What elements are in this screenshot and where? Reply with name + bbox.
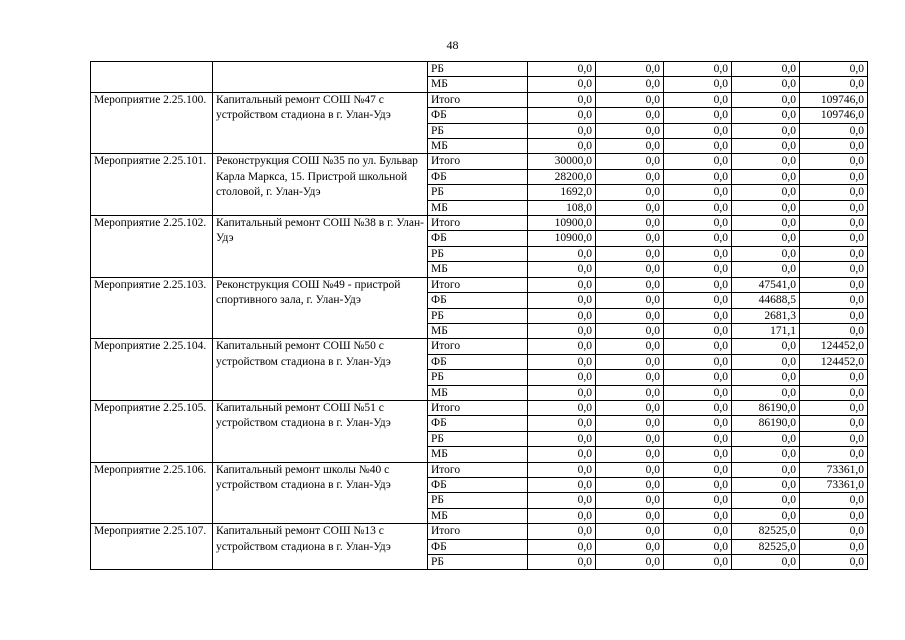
amount-cell: 0,0 [528,308,596,323]
amount-cell: 0,0 [800,246,868,261]
amount-cell: 0,0 [800,524,868,539]
amount-cell: 0,0 [732,339,800,354]
measure-code: Мероприятие 2.25.106. [91,462,213,524]
measure-description: Капитальный ремонт СОШ №51 с устройством стадиона в г. Улан-Удэ [213,400,428,462]
amount-cell: 0,0 [664,539,732,554]
amount-cell: 0,0 [800,400,868,415]
amount-cell: 0,0 [596,447,664,462]
amount-cell: 0,0 [596,477,664,492]
amount-cell: 0,0 [732,555,800,570]
amount-cell: 0,0 [528,77,596,92]
measure-description [213,62,428,93]
funding-source: МБ [428,447,528,462]
amount-cell: 0,0 [664,246,732,261]
amount-cell: 0,0 [528,108,596,123]
amount-cell: 0,0 [800,231,868,246]
amount-cell: 0,0 [664,370,732,385]
measure-code: Мероприятие 2.25.102. [91,216,213,278]
amount-cell: 0,0 [800,293,868,308]
table-row [91,154,868,169]
amount-cell: 0,0 [732,200,800,215]
amount-cell: 0,0 [528,431,596,446]
amount-cell: 0,0 [732,154,800,169]
amount-cell: 0,0 [664,200,732,215]
amount-cell: 0,0 [596,231,664,246]
amount-cell: 47541,0 [732,277,800,292]
amount-cell: 30000,0 [528,154,596,169]
amount-cell: 0,0 [664,216,732,231]
amount-cell: 0,0 [732,354,800,369]
amount-cell: 0,0 [732,508,800,523]
amount-cell: 0,0 [664,385,732,400]
amount-cell: 0,0 [800,416,868,431]
amount-cell: 0,0 [800,62,868,77]
amount-cell: 0,0 [528,246,596,261]
amount-cell: 0,0 [596,323,664,338]
amount-cell: 0,0 [664,231,732,246]
amount-cell: 0,0 [528,539,596,554]
amount-cell: 10900,0 [528,216,596,231]
amount-cell: 0,0 [528,447,596,462]
measure-code: Мероприятие 2.25.100. [91,92,213,154]
funding-source: ФБ [428,539,528,554]
amount-cell: 0,0 [528,323,596,338]
amount-cell: 0,0 [528,477,596,492]
amount-cell: 0,0 [664,77,732,92]
funding-source: ФБ [428,231,528,246]
amount-cell: 0,0 [800,308,868,323]
amount-cell: 0,0 [664,62,732,77]
amount-cell: 0,0 [664,477,732,492]
table-row [91,62,868,77]
table-row [91,462,868,477]
amount-cell: 0,0 [664,524,732,539]
amount-cell: 0,0 [596,431,664,446]
amount-cell: 0,0 [664,154,732,169]
amount-cell: 0,0 [596,462,664,477]
amount-cell: 0,0 [528,370,596,385]
amount-cell: 0,0 [528,262,596,277]
amount-cell: 0,0 [528,416,596,431]
measure-code: Мероприятие 2.25.103. [91,277,213,339]
funding-source: РБ [428,370,528,385]
amount-cell: 0,0 [596,293,664,308]
amount-cell: 0,0 [800,447,868,462]
funding-source: РБ [428,62,528,77]
funding-source: РБ [428,185,528,200]
measure-description: Капитальный ремонт СОШ №47 с устройством стадиона в г. Улан-Удэ [213,92,428,154]
amount-cell: 109746,0 [800,108,868,123]
amount-cell: 0,0 [528,555,596,570]
funding-source: Итого [428,339,528,354]
amount-cell: 0,0 [528,293,596,308]
amount-cell: 0,0 [732,77,800,92]
amount-cell: 28200,0 [528,169,596,184]
amount-cell: 0,0 [800,139,868,154]
measure-description: Капитальный ремонт СОШ №38 в г. Улан-Удэ [213,216,428,278]
funding-source: Итого [428,524,528,539]
measure-description: Капитальный ремонт СОШ №13 с устройством стадиона в г. Улан-Удэ [213,524,428,570]
funding-source: МБ [428,385,528,400]
amount-cell: 0,0 [596,416,664,431]
amount-cell: 0,0 [664,323,732,338]
amount-cell: 0,0 [596,154,664,169]
amount-cell: 0,0 [732,447,800,462]
amount-cell: 0,0 [732,385,800,400]
measure-code [91,62,213,93]
amount-cell: 0,0 [732,62,800,77]
amount-cell: 2681,3 [732,308,800,323]
amount-cell: 0,0 [664,169,732,184]
amount-cell: 0,0 [528,385,596,400]
amount-cell: 0,0 [664,108,732,123]
amount-cell: 0,0 [800,323,868,338]
amount-cell: 0,0 [596,92,664,107]
amount-cell: 73361,0 [800,462,868,477]
funding-source: ФБ [428,477,528,492]
amount-cell: 0,0 [596,200,664,215]
amount-cell: 0,0 [664,139,732,154]
amount-cell: 0,0 [664,262,732,277]
amount-cell: 0,0 [596,308,664,323]
funding-source: ФБ [428,108,528,123]
amount-cell: 0,0 [596,108,664,123]
amount-cell: 0,0 [528,139,596,154]
funding-source: РБ [428,246,528,261]
page-number: 48 [446,38,459,52]
amount-cell: 86190,0 [732,400,800,415]
amount-cell: 0,0 [732,231,800,246]
funding-source: РБ [428,431,528,446]
funding-source: ФБ [428,354,528,369]
amount-cell: 0,0 [528,354,596,369]
amount-cell: 0,0 [732,462,800,477]
funding-source: РБ [428,308,528,323]
amount-cell: 0,0 [732,108,800,123]
amount-cell: 0,0 [800,508,868,523]
amount-cell: 0,0 [596,339,664,354]
amount-cell: 0,0 [732,493,800,508]
amount-cell: 0,0 [528,123,596,138]
amount-cell: 0,0 [528,277,596,292]
funding-source: МБ [428,77,528,92]
amount-cell: 0,0 [664,416,732,431]
amount-cell: 0,0 [528,524,596,539]
measure-code: Мероприятие 2.25.104. [91,339,213,401]
amount-cell: 0,0 [596,246,664,261]
measure-description: Капитальный ремонт школы №40 с устройством стадиона в г. Улан-Удэ [213,462,428,524]
amount-cell: 0,0 [732,123,800,138]
amount-cell: 0,0 [528,339,596,354]
amount-cell: 0,0 [732,139,800,154]
measure-description: Реконструкция СОШ №35 по ул. Бульвар Карла Маркса, 15. Пристрой школьной столовой, г. Улан-Удэ [213,154,428,216]
funding-source: Итого [428,216,528,231]
funding-source: ФБ [428,416,528,431]
table-row [91,216,868,231]
amount-cell: 0,0 [596,185,664,200]
amount-cell: 0,0 [528,493,596,508]
amount-cell: 82525,0 [732,539,800,554]
amount-cell: 0,0 [800,277,868,292]
amount-cell: 0,0 [800,493,868,508]
amount-cell: 0,0 [664,354,732,369]
amount-cell: 0,0 [732,262,800,277]
amount-cell: 0,0 [528,508,596,523]
measure-code: Мероприятие 2.25.101. [91,154,213,216]
amount-cell: 10900,0 [528,231,596,246]
amount-cell: 108,0 [528,200,596,215]
measure-code: Мероприятие 2.25.107. [91,524,213,570]
table-row [91,277,868,292]
funding-source: ФБ [428,169,528,184]
amount-cell: 171,1 [732,323,800,338]
amount-cell: 0,0 [596,524,664,539]
funding-source: РБ [428,493,528,508]
amount-cell: 0,0 [596,508,664,523]
amount-cell: 0,0 [800,185,868,200]
amount-cell: 0,0 [732,185,800,200]
amount-cell: 0,0 [596,216,664,231]
amount-cell: 0,0 [528,62,596,77]
amount-cell: 0,0 [528,92,596,107]
budget-table [90,61,868,570]
amount-cell: 0,0 [596,139,664,154]
amount-cell: 0,0 [664,123,732,138]
funding-source: ФБ [428,293,528,308]
funding-source: Итого [428,400,528,415]
amount-cell: 0,0 [664,462,732,477]
amount-cell: 0,0 [596,262,664,277]
measure-description: Реконструкция СОШ №49 - пристрой спортивного зала, г. Улан-Удэ [213,277,428,339]
amount-cell: 0,0 [800,154,868,169]
amount-cell: 0,0 [664,508,732,523]
amount-cell: 0,0 [596,62,664,77]
amount-cell: 86190,0 [732,416,800,431]
table-row [91,400,868,415]
amount-cell: 73361,0 [800,477,868,492]
funding-source: Итого [428,92,528,107]
table-row [91,339,868,354]
amount-cell: 0,0 [596,539,664,554]
amount-cell: 82525,0 [732,524,800,539]
amount-cell: 0,0 [596,354,664,369]
amount-cell: 109746,0 [800,92,868,107]
funding-source: МБ [428,262,528,277]
table-row [91,524,868,539]
funding-source: МБ [428,508,528,523]
amount-cell: 44688,5 [732,293,800,308]
amount-cell: 0,0 [800,555,868,570]
amount-cell: 0,0 [800,431,868,446]
amount-cell: 0,0 [800,262,868,277]
amount-cell: 0,0 [664,431,732,446]
amount-cell: 0,0 [664,555,732,570]
amount-cell: 124452,0 [800,339,868,354]
amount-cell: 0,0 [800,77,868,92]
amount-cell: 0,0 [800,216,868,231]
amount-cell: 0,0 [732,169,800,184]
amount-cell: 0,0 [596,123,664,138]
amount-cell: 0,0 [664,293,732,308]
amount-cell: 0,0 [800,385,868,400]
amount-cell: 0,0 [800,169,868,184]
amount-cell: 0,0 [528,462,596,477]
amount-cell: 0,0 [800,370,868,385]
amount-cell: 124452,0 [800,354,868,369]
amount-cell: 0,0 [732,246,800,261]
amount-cell: 0,0 [596,493,664,508]
amount-cell: 0,0 [596,400,664,415]
amount-cell: 0,0 [596,169,664,184]
funding-source: Итого [428,277,528,292]
amount-cell: 1692,0 [528,185,596,200]
amount-cell: 0,0 [528,400,596,415]
funding-source: РБ [428,123,528,138]
amount-cell: 0,0 [732,431,800,446]
measure-code: Мероприятие 2.25.105. [91,400,213,462]
amount-cell: 0,0 [664,308,732,323]
amount-cell: 0,0 [732,92,800,107]
funding-source: Итого [428,462,528,477]
amount-cell: 0,0 [596,555,664,570]
amount-cell: 0,0 [732,370,800,385]
amount-cell: 0,0 [800,123,868,138]
amount-cell: 0,0 [664,493,732,508]
amount-cell: 0,0 [596,370,664,385]
amount-cell: 0,0 [664,185,732,200]
amount-cell: 0,0 [800,200,868,215]
amount-cell: 0,0 [596,77,664,92]
amount-cell: 0,0 [732,477,800,492]
funding-source: Итого [428,154,528,169]
funding-source: МБ [428,200,528,215]
funding-source: МБ [428,139,528,154]
amount-cell: 0,0 [732,216,800,231]
amount-cell: 0,0 [664,277,732,292]
measure-description: Капитальный ремонт СОШ №50 с устройством стадиона в г. Улан-Удэ [213,339,428,401]
amount-cell: 0,0 [664,400,732,415]
amount-cell: 0,0 [596,277,664,292]
funding-source: РБ [428,555,528,570]
amount-cell: 0,0 [664,447,732,462]
amount-cell: 0,0 [664,339,732,354]
table-row [91,92,868,107]
amount-cell: 0,0 [800,539,868,554]
amount-cell: 0,0 [664,92,732,107]
funding-source: МБ [428,323,528,338]
amount-cell: 0,0 [596,385,664,400]
